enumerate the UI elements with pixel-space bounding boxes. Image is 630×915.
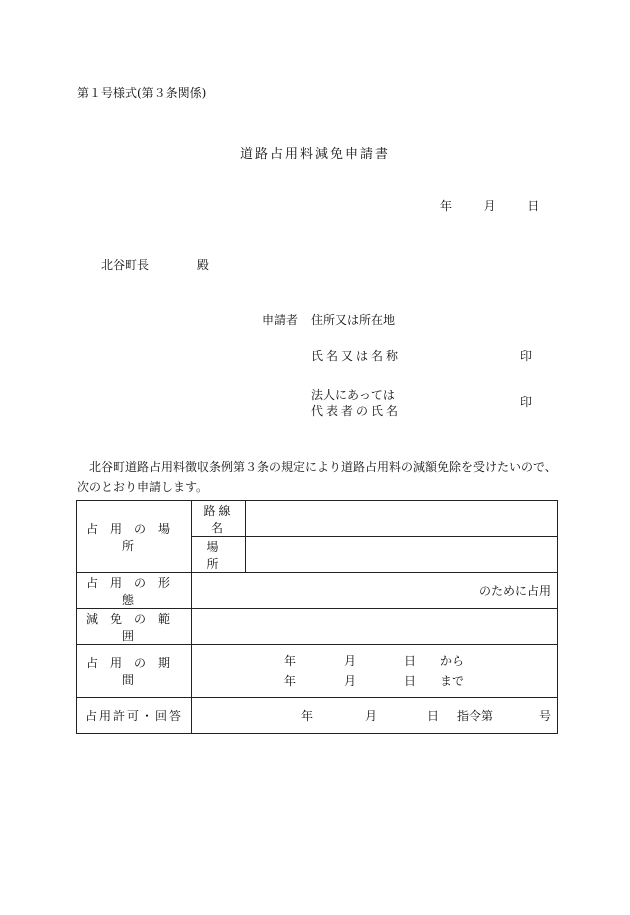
date-day: 日 <box>527 199 540 213</box>
corp-label-line2: 代表者の氏名 <box>311 404 402 418</box>
period-from-line <box>198 651 551 671</box>
period-month: 月 <box>344 654 357 668</box>
place-label: 占用の場所 <box>77 501 192 573</box>
period-label: 占用の期間 <box>77 645 192 698</box>
period-day: 日 <box>404 674 417 688</box>
seal-mark: 印 <box>520 349 533 363</box>
address-label: 住所又は所在地 <box>311 313 396 327</box>
form-number: 第１号様式(第３条関係) <box>77 86 207 100</box>
addressee-name: 北谷町長 <box>101 258 150 272</box>
document-title: 道路占用料減免申請書 <box>239 147 390 162</box>
period-from: から <box>440 654 465 668</box>
date-month: 月 <box>483 199 496 213</box>
table-row <box>77 609 558 645</box>
period-to: まで <box>440 674 465 688</box>
addressee-honorific: 殿 <box>196 258 209 272</box>
route-name-field[interactable] <box>246 501 558 537</box>
table-row <box>77 645 558 698</box>
application-table <box>76 500 558 734</box>
application-statement: 北谷町道路占用料徴収条例第３条の規定により道路占用料の減額免除を受けたいので、次のとおり申請します。 <box>77 460 557 494</box>
date-year: 年 <box>440 199 453 213</box>
location-field[interactable] <box>246 537 558 573</box>
applicant-label: 申請者 <box>262 313 299 327</box>
date-line <box>440 197 539 214</box>
permit-order: 指令第 <box>457 709 494 723</box>
period-year: 年 <box>284 674 297 688</box>
period-to-line <box>198 671 551 691</box>
permit-field[interactable] <box>192 698 558 734</box>
form-field[interactable] <box>192 573 558 609</box>
table-row <box>77 698 558 734</box>
period-year: 年 <box>284 654 297 668</box>
period-day: 日 <box>404 654 417 668</box>
form-suffix: のために占用 <box>478 584 551 598</box>
seal-mark-representative: 印 <box>520 395 533 409</box>
permit-number: 号 <box>538 709 551 723</box>
period-field[interactable] <box>192 645 558 698</box>
permit-day: 日 <box>427 709 440 723</box>
exemption-range-label: 減免の範囲 <box>77 609 192 645</box>
permit-month: 月 <box>365 709 378 723</box>
permit-label: 占用許可・回答 <box>77 698 192 734</box>
route-name-label: 路線名 <box>192 501 246 537</box>
addressee <box>101 256 209 273</box>
location-label: 場所 <box>192 537 246 573</box>
exemption-range-field[interactable] <box>192 609 558 645</box>
corp-label-line1: 法人にあっては <box>311 388 395 402</box>
form-label: 占用の形態 <box>77 573 192 609</box>
name-label: 氏名又は名称 <box>311 349 402 363</box>
table-row <box>77 573 558 609</box>
period-month: 月 <box>344 674 357 688</box>
table-row <box>77 501 558 537</box>
permit-year: 年 <box>301 709 314 723</box>
